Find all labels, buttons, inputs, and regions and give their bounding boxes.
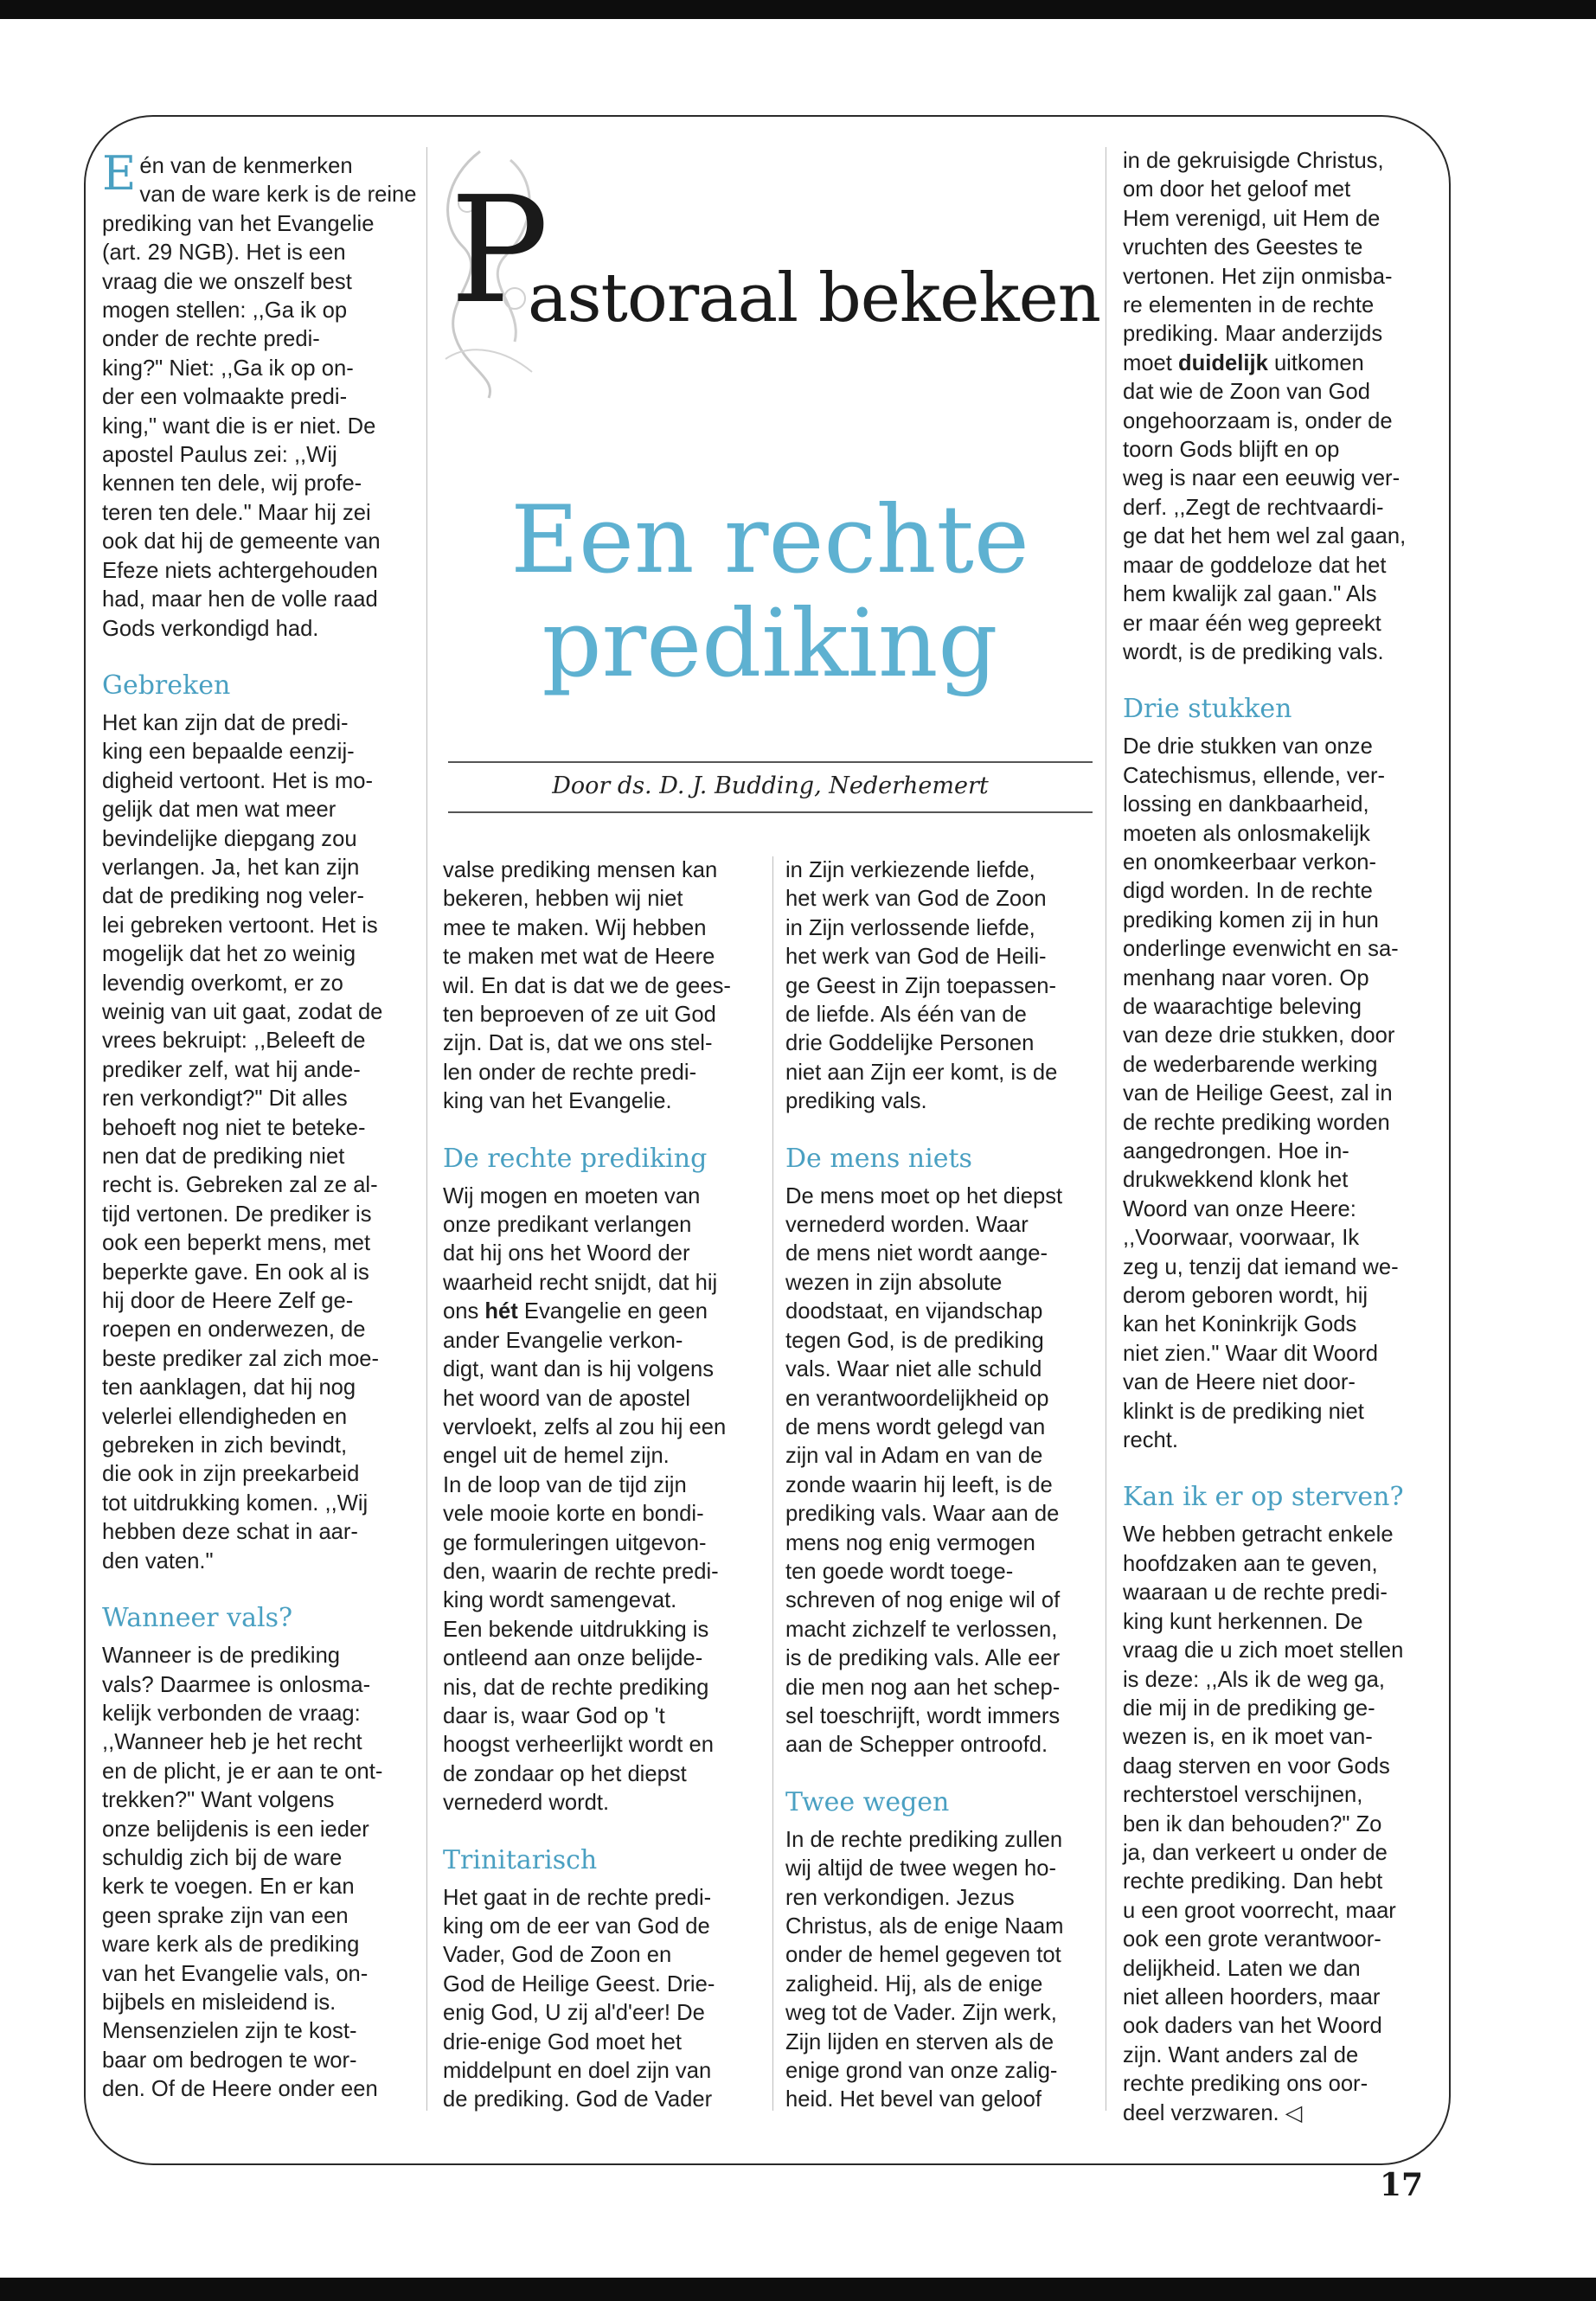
byline-rule-bottom <box>448 811 1093 813</box>
paragraph: We hebben getracht enkele hoofdzaken aan te geven, waaraan u de rechte predi- king kunt herkennen. De vraag die u zich moet stellen is deze: ,,Als ik de weg ga, die mij in de prediking ge- wezen is, en ik moet van- daag sterven en voor Gods rechterstoel verschijnen, ben ik dan behouden?" Zo ja, dan verkeert u onder de rechte prediking. Dan hebt u een groot voorrecht, maar ook een grote verantwoor- delijkheid. Laten we dan niet alleen hoorders, maar ook daders van het Woord zijn. Want anders zal de rechte prediking ons oor- deel verzwaren. ◁ <box>1123 1522 1404 2125</box>
drop-cap: E <box>102 146 137 201</box>
rubric-initial: P <box>450 165 549 336</box>
heading-de-rechte-prediking: De rechte prediking <box>443 1143 708 1174</box>
paragraph: Het gaat in de rechte predi- king om de eer van God de Vader, God de Zoon en God de Heilige Geest. Drie- enig God, U zij al'd'eer! De drie-enige God moet het middelpunt en doel zijn van de prediking. God de Vader <box>443 1885 715 2112</box>
scan-border-bottom <box>0 2278 1596 2301</box>
paragraph: In de rechte prediking zullen wij altijd de twee wegen ho- ren verkondigen. Jezus Christus, als de enige Naam onder de hemel gegeven tot zaligheid. Hij, als de enige weg tot de Vader. Zijn werk, Zijn lijden en sterven als de enige grond van onze zalig- heid. Het bevel van geloof <box>785 1827 1064 2112</box>
intro-paragraph: Eén van de kenmerken van de ware kerk is de reine prediking van het Evangelie (art. 29 NGB). Het is een vraag die we onszelf best mogen stellen: ,,Ga ik op onder de rechte predi- king?" Niet: ,,Ga ik op on- der een volmaakte predi- king," want die is er niet. De apostel Paulus zei: ,,Wij kennen ten dele, wij profe- teren ten dele." Maar hij zei ook dat hij de gemeente van Efeze niets achtergehouden had, maar hen de volle raad Gods verkondigd had. <box>102 146 417 641</box>
scan-border-top <box>0 0 1596 19</box>
paragraph: in de gekruisigde Christus, om door het geloof met Hem verenigd, uit Hem de vruchten des Geestes te vertonen. Het zijn onmisba- re elementen in de rechte prediking. Maar anderzijds moet duidelijk uitkomen dat wie de Zoon van God ongehoorzaam is, onder de toorn Gods blijft en op weg is naar een eeuwig ver- derf. ,,Zegt de rechtvaardi- ge dat het hem wel zal gaan, maar de goddeloze dat het hem kwalijk zal gaan." Als er maar één weg gepreekt wordt, is de prediking vals. <box>1123 149 1407 664</box>
paragraph: Het kan zijn dat de predi- king een bepaalde eenzij- digheid vertoont. Het is mo- gelijk dat men wat meer bevindelijke diepgang zou verlangen. Ja, het kan zijn dat de prediking nog veler- lei gebreken vertoont. Het is mogelijk dat het zo weinig levendig overkomt, er zo weinig van uit gaat, zodat de vrees bekruipt: ,,Beleeft de prediker zelf, wat hij ande- ren verkondigt?" Dit alles behoeft nog niet te beteke- nen dat de prediking niet recht is. Gebreken zal ze al- tijd vertonen. De prediker is ook een beperkt mens, met beperkte gave. En ook al is hij door de Heere Zelf ge- roepen en onderwezen, de beste prediker zal zich moe- ten aanklagen, dat hij nog velerlei ellendigheden en gebreken in zich bevindt, die ook in zijn preekarbeid tot uitdrukking komen. ,,Wij hebben deze schat in aar- den vaten." <box>102 710 383 1574</box>
emphasis: hét <box>484 1299 518 1324</box>
paragraph: in Zijn verkiezende liefde, het werk van God de Zoon in Zijn verlossende liefde, het werk van God de Heili- ge Geest in Zijn toepassen- de liefde. Als één van de drie Goddelijke Personen niet aan Zijn eer komt, is de prediking vals. <box>785 858 1058 1114</box>
column-2 <box>443 856 770 2115</box>
rubric-title: astoraal bekeken <box>528 260 1101 337</box>
column-divider <box>426 147 427 2111</box>
paragraph: De mens moet op het diepst vernederd worden. Waar de mens niet wordt aange- wezen in zijn absolute doodstaat, en vijandschap tegen God, is de prediking vals. Waar niet alle schuld en verantwoordelijkheid op de mens wordt gelegd van zijn val in Adam en van de zonde waarin hij leeft, is de prediking vals. Waar aan de mens nog enig vermogen ten goede wordt toege- schreven of nog enige wil of macht zichzelf te verlossen, is de prediking vals. Alle eer die men nog aan het schep- sel toeschrijft, wordt immers aan de Schepper ontroofd. <box>785 1183 1063 1758</box>
column-4 <box>1123 147 1445 2128</box>
article-title-line-1: Een rechte <box>510 486 1029 594</box>
column-1 <box>102 146 424 2105</box>
heading-gebreken: Gebreken <box>102 670 231 701</box>
heading-kan-ik-er-op-sterven: Kan ik er op sterven? <box>1123 1482 1404 1513</box>
column-divider <box>772 856 773 2111</box>
paragraph: In de loop van de tijd zijn vele mooie korte en bondi- ge formuleringen uitgevon- den, waarin de rechte predi- king wordt samengevat. Een bekende uitdrukking is ontleend aan onze belijde- nis, dat de rechte prediking daar is, waar God op 't hoogst verheerlijkt wordt en de zondaar op het diepst vernederd wordt. <box>443 1472 719 1816</box>
article-title-line-2: prediking <box>542 590 998 698</box>
paragraph: De drie stukken van onze Catechismus, ellende, ver- lossing en dankbaarheid, moeten als onlosmakelijk en onomkeerbaar verkon- digd worden. In de rechte prediking komen zij in hun onderlinge evenwicht en sa- menhang naar voren. Op de waarachtige beleving van deze drie stukken, door de wederbarende werking van de Heilige Geest, zal in de rechte prediking worden aangedrongen. Hoe in- drukwekkend klonk het Woord van onze Heere: ,,Voorwaar, voorwaar, Ik zeg u, tenzij dat iemand we- derom geboren wordt, hij kan het Koninkrijk Gods niet zien." Waar dit Woord van de Heere niet door- klinkt is de prediking niet recht. <box>1123 734 1399 1453</box>
byline: Door ds. D. J. Budding, Nederhemert <box>552 772 989 799</box>
paragraph: Wanneer is de prediking vals? Daarmee is onlosma- kelijk verbonden de vraag: ,,Wanneer heb je het recht en de plicht, je er aan te ont- trekken?" Want volgens onze belijdenis is een ieder schuldig zich bij de ware kerk te voegen. En er kan geen sprake zijn van een ware kerk als de prediking van het Evangelie vals, on- bijbels en misleidend is. Mensenzielen zijn te kost- baar om bedrogen te wor- den. Of de Heere onder een <box>102 1644 383 2102</box>
byline-rule-top <box>448 761 1093 763</box>
paragraph: valse prediking mensen kan bekeren, hebben wij niet mee te maken. Wij hebben te maken met wat de Heere wil. En dat is dat we de gees- ten beproeven of ze uit God zijn. Dat is, dat we ons stel- len onder de rechte predi- king van het Evangelie. <box>443 858 731 1114</box>
heading-de-mens-niets: De mens niets <box>785 1143 972 1174</box>
column-3 <box>785 856 1102 2115</box>
heading-drie-stukken: Drie stukken <box>1123 694 1292 725</box>
heading-twee-wegen: Twee wegen <box>785 1786 950 1817</box>
emphasis: duidelijk <box>1178 350 1268 375</box>
article-title <box>433 486 1107 698</box>
heading-trinitarisch: Trinitarisch <box>443 1844 598 1875</box>
heading-wanneer-vals: Wanneer vals? <box>102 1603 293 1634</box>
page-number: 17 <box>1380 2167 1424 2203</box>
paragraph: Wij mogen en moeten van onze predikant verlangen dat hij ons het Woord der waarheid recht snijdt, dat hij ons hét Evangelie en geen ander Evangelie verkon- digt, want dan is hij volgens het woord van de apostel vervloekt, zelfs al zou hij een engel uit de hemel zijn. <box>443 1183 727 1469</box>
